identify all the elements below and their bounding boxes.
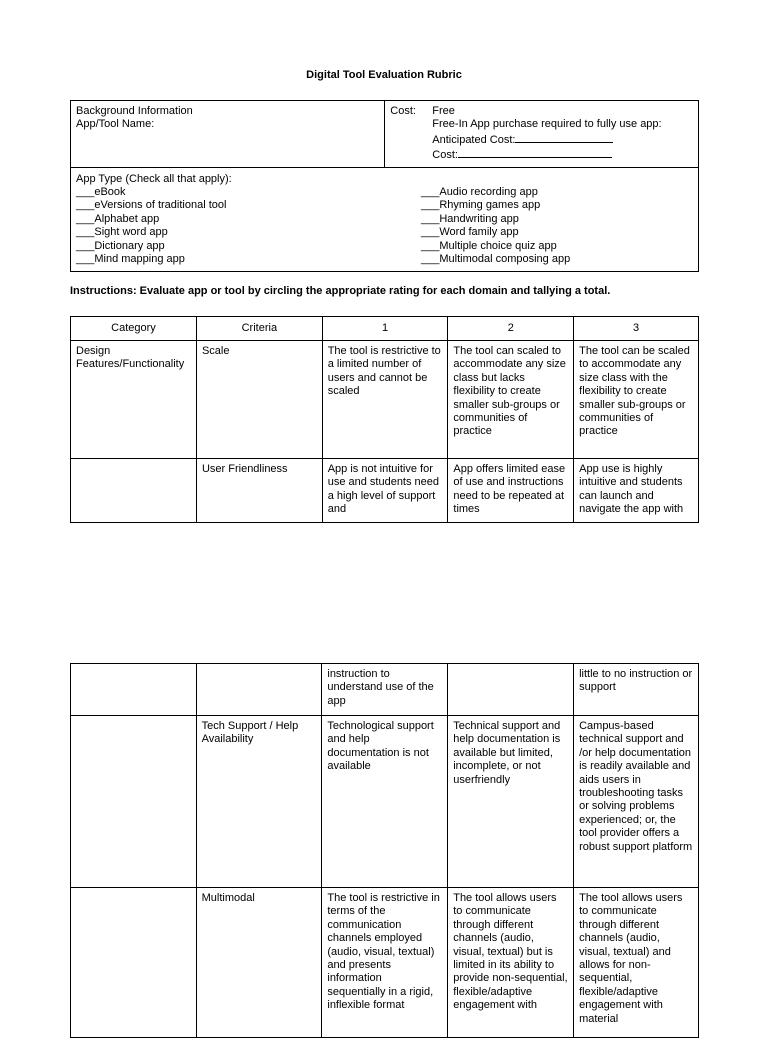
app-type-heading: App Type (Check all that apply): xyxy=(76,172,232,185)
app-info-cell xyxy=(71,101,385,168)
anticipated-cost-blank xyxy=(515,132,613,143)
app-type-item: ___Word family app xyxy=(421,226,519,239)
rating-1-cell: App is not intuitive for use and students need a high level of support and xyxy=(322,459,448,523)
background-heading: Background Information xyxy=(76,105,193,117)
app-type-item: ___eVersions of traditional tool xyxy=(76,199,227,212)
cost2-row xyxy=(432,147,693,162)
criteria-cell xyxy=(196,664,322,716)
category-cell xyxy=(71,716,197,888)
app-type-item: ___Multiple choice quiz app xyxy=(421,239,557,252)
app-type-item: ___Multimodal composing app xyxy=(421,253,571,266)
category-cell xyxy=(71,664,197,716)
instructions-text: Instructions: Evaluate app or tool by circling the appropriate rating for each domain and tallying a total. xyxy=(70,285,611,297)
rating-1-cell: Technological support and help documentation is not available xyxy=(322,716,448,888)
header-criteria: Criteria xyxy=(196,317,322,341)
criteria-cell: Scale xyxy=(196,341,322,459)
app-type-item: ___Rhyming games app xyxy=(421,199,541,212)
anticipated-cost-label: Anticipated Cost: xyxy=(432,133,516,146)
category-cell xyxy=(71,459,197,523)
cost2-label: Cost: xyxy=(432,149,458,162)
cost-label: Cost: xyxy=(390,105,416,117)
rating-2-cell: App offers limited ease of use and instructions need to be repeated at times xyxy=(448,459,574,523)
rating-1-cell: The tool is restrictive in terms of the communication channels employed (audio, visual, textual) and presents information sequentially in a rigid, inflexible format xyxy=(322,888,448,1038)
rating-3-cell: little to no instruction or support xyxy=(574,664,699,716)
app-type-item: ___Sight word app xyxy=(76,226,168,239)
rating-2-cell xyxy=(448,664,574,716)
category-cell: Design Features/Functionality xyxy=(71,341,197,459)
table-row xyxy=(71,459,699,523)
table-row xyxy=(71,888,699,1038)
criteria-cell: User Friendliness xyxy=(196,459,322,523)
rating-3-cell: The tool can be scaled to accommodate any size class with the flexibility to create smaller sub-groups or communities of practice xyxy=(574,341,699,459)
rating-2-cell: The tool allows users to communicate through different channels (audio, visual, textual) but is limited in its ability to provide non-sequential, flexible/adaptive engagement with xyxy=(448,888,574,1038)
rating-1-cell: instruction to understand use of the app xyxy=(322,664,448,716)
cost-inapp-option: Free-In App purchase required to fully use app: xyxy=(432,118,662,131)
app-type-item: ___Audio recording app xyxy=(421,186,538,199)
app-type-cell xyxy=(71,167,699,271)
cost-cell xyxy=(385,101,699,168)
cost-free-option: Free xyxy=(432,105,455,117)
category-cell xyxy=(71,888,197,1038)
header-rating-3: 3 xyxy=(574,317,699,341)
app-type-right-list xyxy=(421,186,681,266)
rubric-table xyxy=(70,316,699,523)
header-rating-1: 1 xyxy=(322,317,448,341)
app-type-item: ___Dictionary app xyxy=(76,239,165,252)
rating-2-cell: The tool can scaled to accommodate any size class but lacks flexibility to create smaller sub-groups or communities of practice xyxy=(448,341,574,459)
criteria-cell: Multimodal xyxy=(196,888,322,1038)
header-category: Category xyxy=(71,317,197,341)
app-type-item: ___Mind mapping app xyxy=(76,253,185,266)
rating-3-cell: Campus-based technical support and /or help documentation is readily available and aids users in troubleshooting tasks or solving problems experienced; or, the tool provider offers a robust support platform xyxy=(574,716,699,888)
rating-3-cell: The tool allows users to communicate through different channels (audio, visual, textual) and allows for non-sequential, flexible/adaptive engagement with material xyxy=(574,888,699,1038)
rubric-header-row xyxy=(71,317,699,341)
rubric-table-continued xyxy=(70,663,699,1038)
background-info-table xyxy=(70,100,699,272)
document-title: Digital Tool Evaluation Rubric xyxy=(306,69,462,81)
cost2-blank xyxy=(458,147,612,158)
app-type-item: ___Alphabet app xyxy=(76,212,160,225)
table-row xyxy=(71,341,699,459)
rating-2-cell: Technical support and help documentation is available but limited, incomplete, or not userfriendly xyxy=(448,716,574,888)
app-type-item: ___Handwriting app xyxy=(421,212,519,225)
app-name-label: App/Tool Name: xyxy=(76,118,155,131)
app-type-left-list xyxy=(76,186,421,266)
anticipated-cost-row xyxy=(432,132,693,147)
header-rating-2: 2 xyxy=(448,317,574,341)
rating-1-cell: The tool is restrictive to a limited number of users and cannot be scaled xyxy=(322,341,448,459)
app-type-item: ___eBook xyxy=(76,186,126,199)
rating-3-cell: App use is highly intuitive and students can launch and navigate the app with xyxy=(574,459,699,523)
criteria-cell: Tech Support / Help Availability xyxy=(196,716,322,888)
table-row xyxy=(71,716,699,888)
table-row xyxy=(71,664,699,716)
